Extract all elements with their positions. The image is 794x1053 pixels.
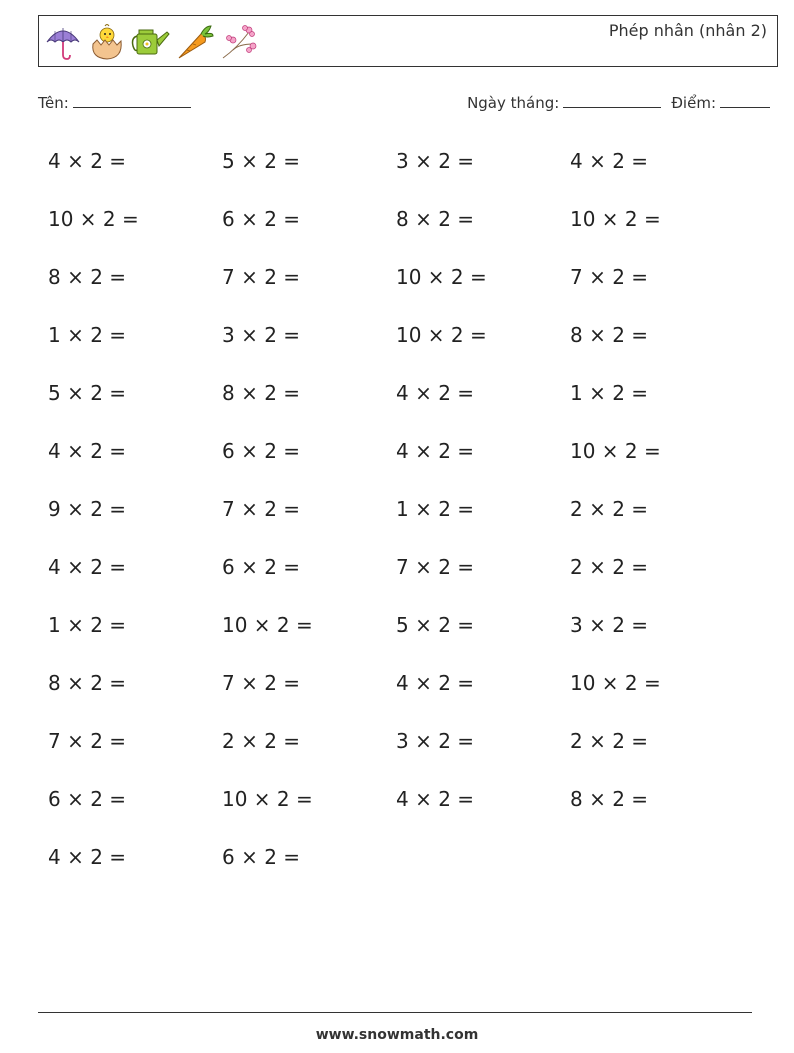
problem-item: 4 × 2 = [396,787,475,811]
problem-item: 8 × 2 = [396,207,475,231]
footer-divider [38,1012,752,1013]
problem-item: 2 × 2 = [570,555,649,579]
problem-item: 4 × 2 = [396,381,475,405]
problem-grid [48,142,744,896]
chick-in-egg-icon [87,22,127,62]
problem-item: 4 × 2 = [48,555,127,579]
problem-item: 8 × 2 = [570,787,649,811]
problem-item: 10 × 2 = [222,613,313,637]
problem-item: 3 × 2 = [396,729,475,753]
problem-item: 10 × 2 = [570,207,661,231]
umbrella-icon [43,22,83,62]
problem-item: 7 × 2 = [396,555,475,579]
name-blank[interactable] [73,93,191,108]
date-blank[interactable] [563,93,661,108]
watering-can-icon [131,22,171,62]
problem-item: 2 × 2 = [222,729,301,753]
problem-item: 7 × 2 = [222,265,301,289]
header-icons [43,20,259,64]
problem-item: 6 × 2 = [48,787,127,811]
problem-item: 6 × 2 = [222,439,301,463]
worksheet-title: Phép nhân (nhân 2) [608,21,767,40]
problem-item: 4 × 2 = [396,439,475,463]
date-score-fields [467,93,770,112]
problem-item: 4 × 2 = [48,149,127,173]
problem-item: 3 × 2 = [396,149,475,173]
date-label: Ngày tháng: [467,94,560,112]
problem-item: 8 × 2 = [48,671,127,695]
problem-item: 7 × 2 = [222,671,301,695]
problem-item: 6 × 2 = [222,555,301,579]
problem-item: 1 × 2 = [48,323,127,347]
problem-item: 10 × 2 = [222,787,313,811]
problem-item: 1 × 2 = [570,381,649,405]
problem-item: 1 × 2 = [48,613,127,637]
problem-item: 5 × 2 = [222,149,301,173]
problem-item: 8 × 2 = [570,323,649,347]
problem-item: 8 × 2 = [48,265,127,289]
problem-item: 10 × 2 = [570,439,661,463]
problem-item: 2 × 2 = [570,497,649,521]
flower-branch-icon [219,22,259,62]
problem-item: 2 × 2 = [570,729,649,753]
problem-item: 5 × 2 = [48,381,127,405]
worksheet-header [38,15,778,67]
problem-item: 10 × 2 = [48,207,139,231]
problem-item: 4 × 2 = [48,845,127,869]
problem-item: 6 × 2 = [222,207,301,231]
carrot-icon [175,22,215,62]
score-blank[interactable] [720,93,770,108]
problem-item: 7 × 2 = [48,729,127,753]
problem-item: 4 × 2 = [570,149,649,173]
problem-item: 7 × 2 = [570,265,649,289]
problem-item: 1 × 2 = [396,497,475,521]
problem-item: 6 × 2 = [222,845,301,869]
problem-item: 10 × 2 = [396,323,487,347]
problem-item: 10 × 2 = [396,265,487,289]
name-label: Tên: [38,94,69,112]
problem-item: 8 × 2 = [222,381,301,405]
footer-url: www.snowmath.com [315,1027,479,1043]
problem-item: 9 × 2 = [48,497,127,521]
problem-item: 10 × 2 = [570,671,661,695]
problem-item: 5 × 2 = [396,613,475,637]
problem-item: 4 × 2 = [396,671,475,695]
score-label: Điểm: [671,94,716,112]
problem-item: 4 × 2 = [48,439,127,463]
problem-item: 3 × 2 = [570,613,649,637]
problem-item: 7 × 2 = [222,497,301,521]
problem-item: 3 × 2 = [222,323,301,347]
name-field [38,93,191,112]
